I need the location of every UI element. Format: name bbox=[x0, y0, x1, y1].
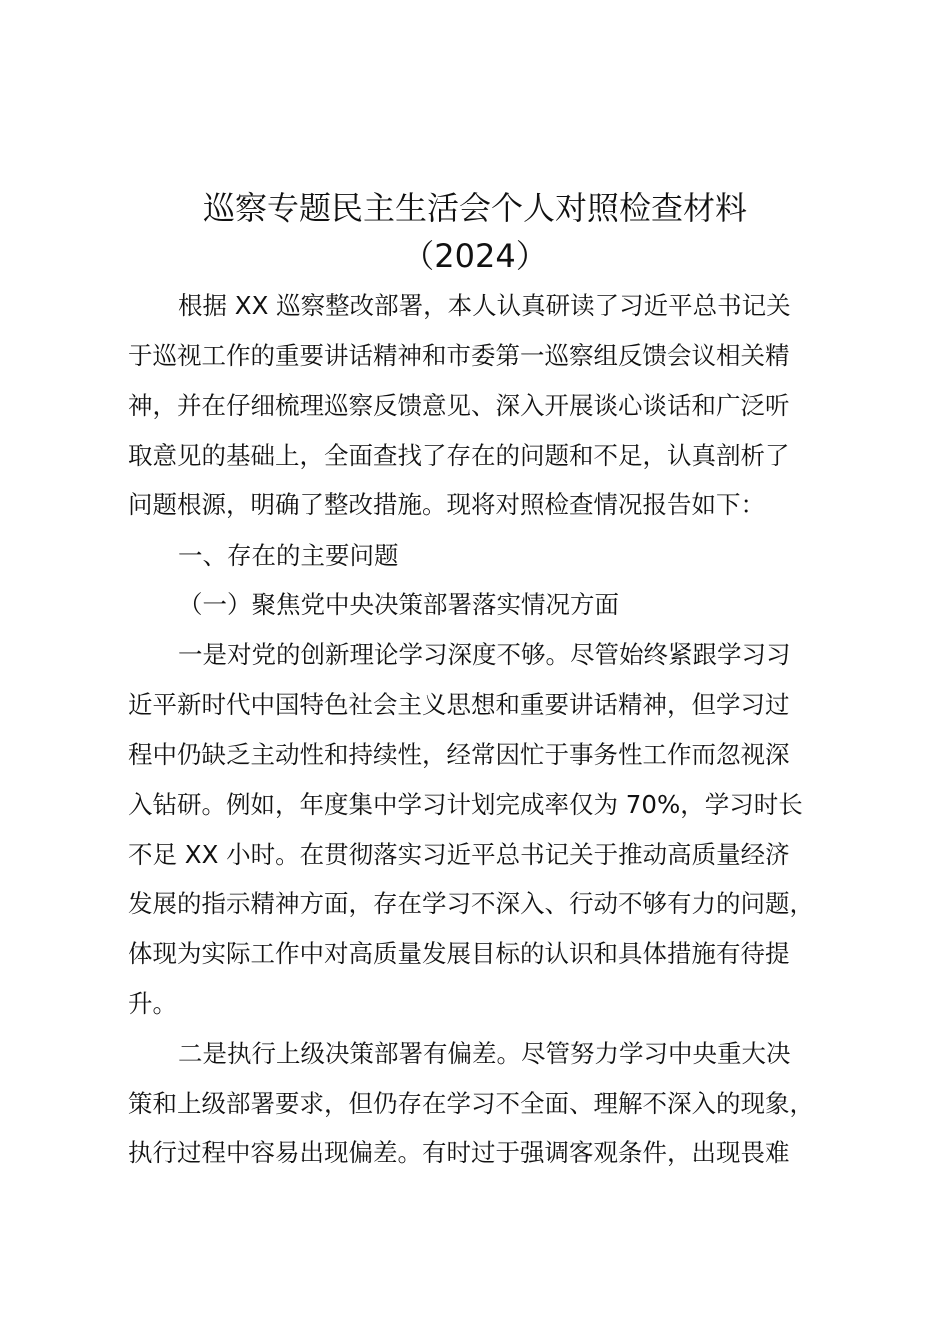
paragraph-2-line-5: 不足 XX 小时。在贯彻落实习近平总书记关于推动高质量经济 bbox=[128, 840, 790, 869]
paragraph-3-line-3: 执行过程中容易出现偏差。有时过于强调客观条件，出现畏难 bbox=[128, 1138, 790, 1167]
paragraph-3-line-1: 二是执行上级决策部署有偏差。尽管努力学习中央重大决 bbox=[178, 1039, 791, 1068]
paragraph-2-line-3: 程中仍缺乏主动性和持续性，经常因忙于事务性工作而忽视深 bbox=[128, 740, 790, 769]
paragraph-3-line-2: 策和上级部署要求，但仍存在学习不全面、理解不深入的现象， bbox=[128, 1089, 814, 1118]
paragraph-2-line-6: 发展的指示精神方面，存在学习不深入、行动不够有力的问题， bbox=[128, 889, 814, 918]
paragraph-2-line-8: 升。 bbox=[128, 989, 177, 1018]
paragraph-1-line-2: 于巡视工作的重要讲话精神和市委第一巡察组反馈会议相关精 bbox=[128, 341, 790, 370]
paragraph-1-line-5: 问题根源，明确了整改措施。现将对照检查情况报告如下： bbox=[128, 490, 765, 519]
paragraph-2-line-2: 近平新时代中国特色社会主义思想和重要讲话精神，但学习过 bbox=[128, 690, 790, 719]
paragraph-2-line-7: 体现为实际工作中对高质量发展目标的认识和具体措施有待提 bbox=[128, 939, 790, 968]
paragraph-1-line-3: 神，并在仔细梳理巡察反馈意见、深入开展谈心谈话和广泛听 bbox=[128, 391, 790, 420]
document-subtitle-year: （2024） bbox=[402, 237, 548, 275]
paragraph-2-line-4: 入钻研。例如，年度集中学习计划完成率仅为 70%，学习时长 bbox=[128, 790, 803, 819]
paragraph-1-line-1: 根据 XX 巡察整改部署，本人认真研读了习近平总书记关 bbox=[178, 291, 791, 320]
subsection-heading: （一）聚焦党中央决策部署落实情况方面 bbox=[178, 590, 619, 619]
section-heading: 一、存在的主要问题 bbox=[178, 541, 399, 570]
paragraph-1-line-4: 取意见的基础上，全面查找了存在的问题和不足，认真剖析了 bbox=[128, 441, 790, 470]
document-title: 巡察专题民主生活会个人对照检查材料 bbox=[202, 189, 747, 227]
paragraph-2-line-1: 一是对党的创新理论学习深度不够。尽管始终紧跟学习习 bbox=[178, 640, 791, 669]
